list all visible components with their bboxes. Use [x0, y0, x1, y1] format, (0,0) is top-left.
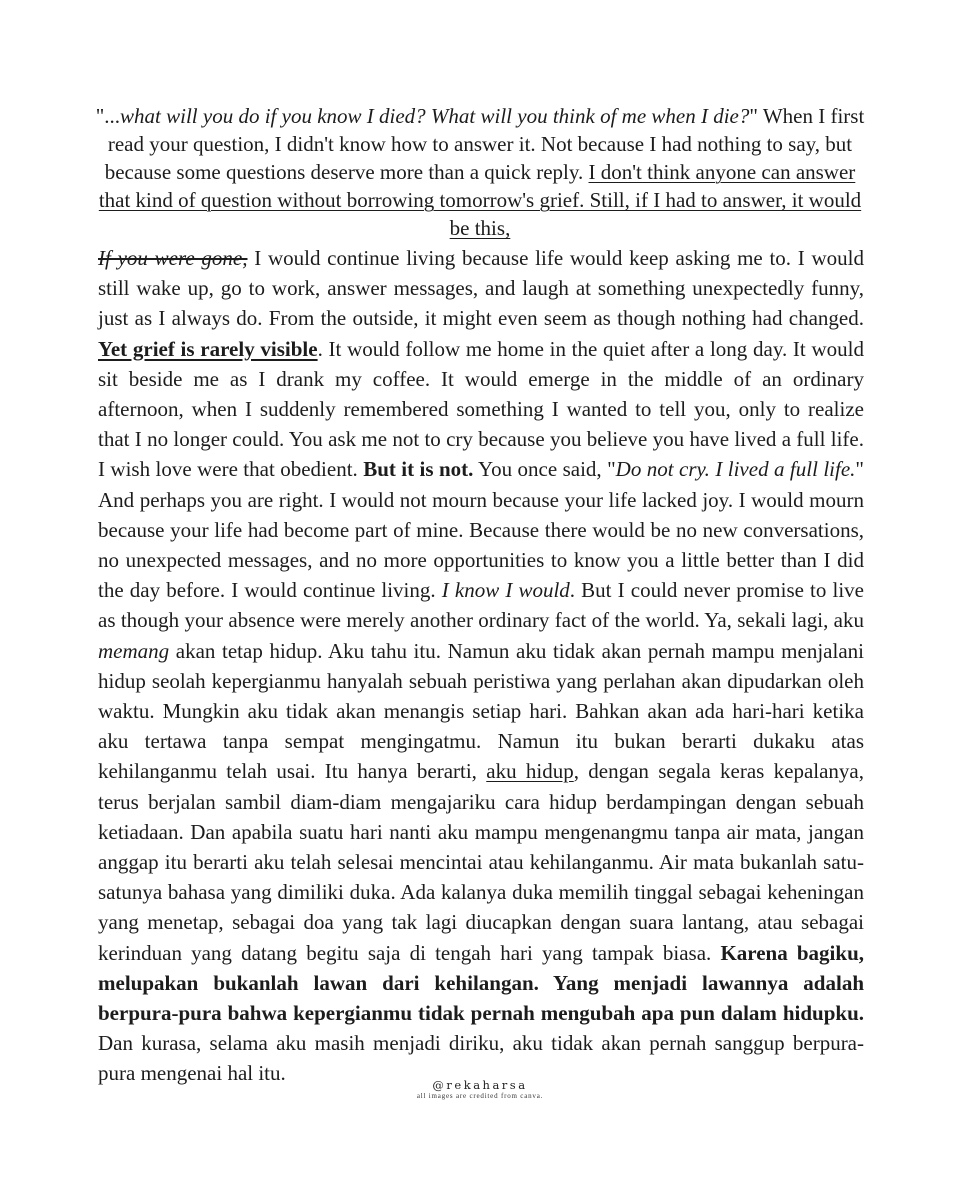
strikethrough-text: If you were gone,: [98, 246, 248, 270]
author-handle: @rekaharsa: [432, 1078, 528, 1092]
body-text-3: You once said, ": [473, 457, 616, 482]
italic-text-2: I know I would: [441, 578, 570, 603]
italic-quote: Do not cry. I lived a full life.: [615, 457, 856, 482]
bold-underlined-text: Yet grief is rarely visible: [98, 336, 318, 361]
intro-underlined-text: I don't think anyone can answer that kind of question without borrowing tomorrow's grief. Still, if I had to answer, it would be this,: [98, 160, 862, 240]
body-text-1: I would continue living because life would keep asking me to. I would still wake up, go to work, answer messages, and laugh at something unexpectedly funny, just as I always do. From the outside, it might even seem as though nothing had changed.: [98, 246, 865, 331]
bold-text-1: But it is not.: [363, 457, 474, 482]
italic-text-3: memang: [98, 638, 170, 663]
intro-text: " When I first read your question, I didn't know how to answer it. Not because I had nothing to say, but because some questions deserve more than a quick reply.: [104, 104, 865, 184]
body-text-4: " And perhaps you are right. I would not mourn because your life lacked joy. I would mourn because your life had become part of mine. Because there would be no new conversations, no unexpected messages, and no more opportunities to know you a little better than I did the day before. I would continue living.: [98, 457, 864, 603]
credit-footer: [0, 1078, 960, 1100]
body-text-2: . It would follow me home in the quiet after a long day. It would sit beside me as I drank my coffee. It would emerge in the middle of an ordinary afternoon, when I suddenly remembered something I wanted to tell you, only to realize that I no longer could. You ask me not to cry because you believe you have lived a full life. I wish love were that obedient.: [98, 336, 864, 482]
credit-note: all images are credited from canva.: [416, 1092, 544, 1100]
body-text-5: . But I could never promise to live as though your absence were merely another ordinary fact of the world. Ya, sekali lagi, aku: [98, 578, 865, 633]
intro-question: what will you do if you know I died? What will you think of me when I die?: [120, 104, 750, 128]
bold-text-2: Karena bagiku, melupakan bukanlah lawan dari kehilangan. Yang menjadi lawannya adalah berpura-pura bahwa kepergianmu tidak pernah mengubah apa pun dalam hidupku.: [98, 940, 864, 1026]
body-text-7: , dengan segala keras kepalanya, terus berjalan sambil diam-diam mengajariku cara hidup berdampingan dengan sebuah ketiadaan. Dan apabila suatu hari nanti aku mampu mengenangmu tanpa air mata, jangan anggap itu berarti aku telah selesai mencintai atau kehilanganmu. Air mata bukanlah satu-satunya bahasa yang dimiliki duka. Ada kalanya duka memilih tinggal sebagai keheningan yang menetap, sebagai doa yang tak lagi diucapkan dengan suara lantang, atau sebagai kerinduan yang datang begitu saja di tengah hari yang tampak biasa.: [98, 759, 864, 965]
underlined-text: aku hidup: [486, 759, 574, 784]
body-paragraph: [98, 243, 864, 1089]
body-text-8: Dan kurasa, selama aku masih menjadi diriku, aku tidak akan pernah sanggup berpura-pura mengenai hal itu.: [98, 1031, 864, 1086]
intro-open-quote: "...: [95, 104, 121, 128]
body-text-6: akan tetap hidup. Aku tahu itu. Namun aku tidak akan pernah mampu menjalani hidup seolah kepergianmu hanyalah sebuah peristiwa yang perlahan akan dipudarkan oleh waktu. Mungkin aku tidak akan menangis setiap hari. Bahkan akan ada hari-hari ketika aku tertawa tanpa sempat mengingatmu. Namun itu bukan berarti dukaku atas kehilanganmu telah usai. Itu hanya berarti,: [98, 638, 864, 784]
intro-paragraph: [95, 102, 865, 242]
